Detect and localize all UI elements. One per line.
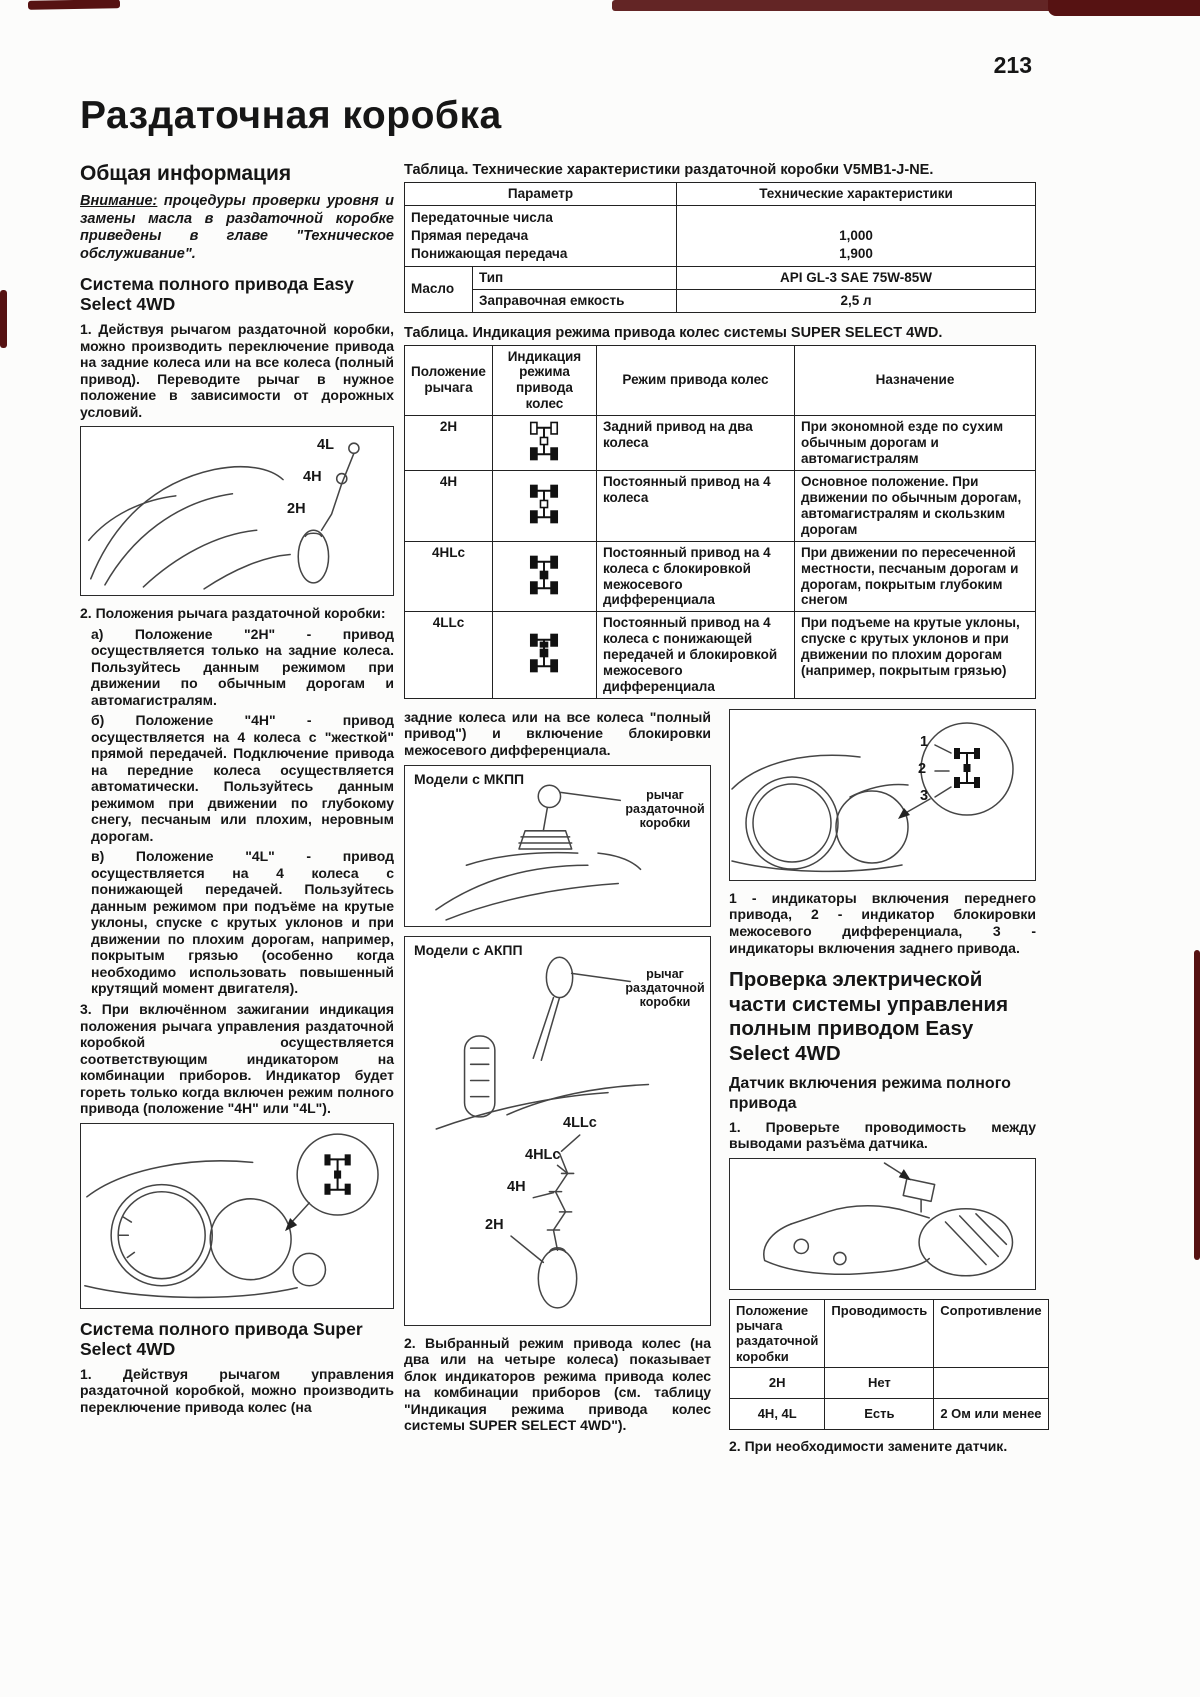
drivetrain-4h-icon bbox=[529, 483, 559, 525]
column-header: Сопротивление bbox=[934, 1299, 1048, 1367]
column-header: Проводимость bbox=[825, 1299, 934, 1367]
cell-resistance: 2 Ом или менее bbox=[934, 1399, 1048, 1430]
middle-column bbox=[404, 709, 711, 1459]
cell-position: 4H bbox=[405, 470, 493, 541]
cell-indicator bbox=[492, 612, 596, 699]
page-number: 213 bbox=[993, 52, 1032, 78]
mt-lever-callout: рычаг раздаточной коробки bbox=[625, 787, 705, 831]
lever-label-4hlc: 4HLc bbox=[525, 1146, 561, 1163]
lower-two-columns bbox=[404, 708, 1042, 1459]
lever-label-2h: 2H bbox=[485, 1216, 504, 1233]
cell-mode: Задний привод на два колеса bbox=[596, 416, 794, 471]
column-header: Индикация режима привода колес bbox=[492, 345, 596, 416]
cluster-sketch bbox=[81, 1124, 393, 1308]
drivetrain-indicator-icon bbox=[954, 748, 980, 788]
cell-mode: Постоянный привод на 4 колеса с понижающей передачей и блокировкой межосевого дифференциала bbox=[596, 612, 794, 699]
at-lever-callout: рычаг раздаточной коробки bbox=[625, 966, 705, 1010]
callout-number-3: 3 bbox=[920, 787, 929, 804]
table-row bbox=[405, 183, 1036, 206]
table-row bbox=[405, 345, 1036, 416]
table-row bbox=[405, 289, 1036, 312]
cell-position: 2H bbox=[730, 1368, 825, 1399]
cell-oil-cap-value: 2,5 л bbox=[677, 289, 1036, 312]
cell-purpose: При движении по пересеченной местности, песчаным дорогам и дорогам, покрытым глубоким снегом bbox=[794, 541, 1035, 612]
paragraph: б) Положение "4Н" - привод осуществляется на 4 колеса с "жесткой" прямой передачей. Подключение привода на передние колеса осуществляется автоматически. Пользуйтесь данным режимом при движении по глубокому снегу, песчаным или плохим, неровным дорогам. bbox=[91, 712, 394, 844]
table-row bbox=[730, 1368, 1049, 1399]
column-header: Параметр bbox=[405, 183, 677, 206]
table-row bbox=[405, 470, 1036, 541]
figure-label-at: Модели с АКПП bbox=[414, 941, 523, 958]
cell-gears: Передаточные числа Прямая передача Понижающая передача bbox=[405, 205, 677, 266]
cell-position: 2H bbox=[405, 416, 493, 471]
manual-transmission-figure bbox=[404, 765, 711, 927]
figure-label-mt: Модели с МКПП bbox=[414, 770, 525, 787]
column-header: Режим привода колес bbox=[596, 345, 794, 416]
cell-conductivity: Есть bbox=[825, 1399, 934, 1430]
cell-position: 4LLc bbox=[405, 612, 493, 699]
cell-oil-cap-label: Заправочная емкость bbox=[473, 289, 677, 312]
cell-gear-values: 1,000 1,900 bbox=[677, 205, 1036, 266]
callout-number-2: 2 bbox=[918, 760, 927, 777]
warning-note bbox=[80, 193, 394, 264]
warning-note-label: Внимание: bbox=[80, 193, 158, 209]
section-super-select: Система полного привода Super Select 4WD bbox=[80, 1318, 363, 1360]
console-sketch bbox=[81, 427, 393, 595]
paragraph: 1. Действуя рычагом управления раздаточной коробкой, можно производить переключение привода колес (на bbox=[80, 1365, 394, 1415]
cell-purpose: При подъеме на крутые уклоны, спуске с крутых уклонов и при движении по плохим дорогам (например, покрытым грязью) bbox=[794, 612, 1035, 699]
page-title: Раздаточная коробка bbox=[80, 94, 502, 137]
column-header: Назначение bbox=[794, 345, 1035, 416]
scan-artifact bbox=[0, 290, 7, 348]
table1-caption: Таблица. Технические характеристики раздаточной коробки V5MB1-J-NE. bbox=[404, 162, 934, 178]
instrument-cluster-figure bbox=[80, 1123, 394, 1309]
drivetrain-2h-icon bbox=[529, 420, 559, 462]
table-row bbox=[730, 1299, 1049, 1367]
callout-number-1: 1 bbox=[920, 733, 929, 750]
cell-indicator bbox=[492, 470, 596, 541]
table-row bbox=[405, 612, 1036, 699]
paragraph: 2. Выбранный режим привода колес (на два или на четыре колеса) показывает блок индикаторов режима привода колес на комбинации приборов (см. таблицу "Индикация режима привода колес системы SUPER SELECT 4WD"). bbox=[404, 1334, 711, 1434]
table2-caption: Таблица. Индикация режима привода колес системы SUPER SELECT 4WD. bbox=[404, 324, 943, 341]
main-column bbox=[404, 162, 1042, 1459]
cell-mode: Постоянный привод на 4 колеса с блокировкой межосевого дифференциала bbox=[596, 541, 794, 612]
paragraph: в) Положение "4L" - привод осуществляется на 4 колеса с понижающей передачей. Пользуйтесь данным режимом при подъёме на крутые уклоны, спуске с крутых уклонов и при движении по плохим дорогам, например, покрытым грязью (особенно когда необходимо использовать повышенный крутящий момент двигателя). bbox=[91, 848, 394, 997]
shift-label-2h: 2H bbox=[287, 501, 306, 518]
table-row bbox=[405, 205, 1036, 266]
sensor-sketch bbox=[730, 1159, 1035, 1289]
cell-oil-type-value: API GL-3 SAE 75W-85W bbox=[677, 266, 1036, 289]
cell-mode: Постоянный привод на 4 колеса bbox=[596, 470, 794, 541]
lever-label-4llc: 4LLc bbox=[563, 1114, 597, 1131]
drivetrain-4llc-icon bbox=[529, 632, 559, 674]
modes-table bbox=[404, 345, 1036, 699]
lever-label-4h: 4H bbox=[507, 1178, 526, 1195]
cell-position: 4HLc bbox=[405, 541, 493, 612]
cell-conductivity: Нет bbox=[825, 1368, 934, 1399]
table-row bbox=[405, 416, 1036, 471]
cell-purpose: Основное положение. При движении по обычным дорогам, автомагистралям и скользким дорогам bbox=[794, 470, 1035, 541]
subsection-sensor: Датчик включения режима полного привода bbox=[729, 1075, 1011, 1112]
shift-label-4h: 4H bbox=[303, 469, 322, 486]
cell-resistance bbox=[934, 1368, 1048, 1399]
section-electric-check: Проверка электрической части системы управления полным приводом Easy Select 4WD bbox=[729, 968, 1009, 1065]
column-header: Положение рычага раздаточной коробки bbox=[730, 1299, 825, 1367]
paragraph: 2. При необходимости замените датчик. bbox=[729, 1438, 1008, 1455]
sensor-figure bbox=[729, 1158, 1036, 1290]
table-row bbox=[730, 1399, 1049, 1430]
cluster-indicators-figure bbox=[729, 709, 1036, 881]
cell-indicator bbox=[492, 541, 596, 612]
paragraph: а) Положение "2Н" - привод осуществляется только на задние колеса. Пользуйтесь данным режимом при движении по обычным дорогам и автомагистралям. bbox=[91, 625, 394, 708]
cluster-caption: 1 - индикаторы включения переднего привода, 2 - индикатор блокировки межосевого дифференциала, 3 - индикаторы включения заднего привода. bbox=[729, 889, 1036, 956]
section-general-info: Общая информация bbox=[80, 162, 292, 185]
specs-table bbox=[404, 182, 1036, 313]
scan-artifact bbox=[1194, 950, 1200, 1260]
column-header: Положение рычага bbox=[405, 345, 493, 416]
easy-select-shift-figure bbox=[80, 426, 394, 596]
automatic-transmission-figure bbox=[404, 936, 711, 1326]
cell-purpose: При экономной езде по сухим обычным дорогам и автомагистралям bbox=[794, 416, 1035, 471]
drivetrain-indicator-icon bbox=[324, 1154, 350, 1194]
cell-oil: Масло bbox=[405, 266, 473, 312]
paragraph: 1. Действуя рычагом раздаточной коробки, можно производить переключение привода на задние колеса или на все колеса (полный привод). Переводите рычаг в нужное положение в зависимости от дорожных условий. bbox=[80, 321, 394, 420]
section-easy-select: Система полного привода Easy Select 4WD bbox=[80, 273, 354, 315]
scan-artifact bbox=[28, 0, 120, 10]
warning-note-text: процедуры проверки уровня и замены масла в раздаточной коробке приведены в главе "Техническое обслуживание". bbox=[80, 193, 394, 263]
drivetrain-4hlc-icon bbox=[529, 554, 559, 596]
table-row bbox=[405, 266, 1036, 289]
column-header: Технические характеристики bbox=[677, 183, 1036, 206]
cell-position: 4H, 4L bbox=[730, 1399, 825, 1430]
conductivity-table bbox=[729, 1299, 1049, 1430]
cell-oil-type-label: Тип bbox=[473, 266, 677, 289]
shift-label-4l: 4L bbox=[317, 437, 334, 454]
scan-artifact bbox=[612, 0, 1052, 11]
paragraph: задние колеса или на все колеса "полный привод") и включение блокировки межосевого дифференциала. bbox=[404, 708, 711, 758]
cluster-indicators-sketch bbox=[730, 710, 1035, 880]
cell-indicator bbox=[492, 416, 596, 471]
paragraph: 2. Положения рычага раздаточной коробки: bbox=[80, 605, 386, 622]
scan-artifact bbox=[1048, 0, 1200, 16]
right-column bbox=[729, 709, 1042, 1459]
paragraph: 1. Проверьте проводимость между выводами разъёма датчика. bbox=[729, 1118, 1036, 1152]
left-column bbox=[80, 162, 394, 1419]
table-row bbox=[405, 541, 1036, 612]
paragraph: 3. При включённом зажигании индикация положения рычага управления раздаточной коробкой осуществляется соответствующим индикатором на комбинации приборов. Индикатор будет гореть только когда включен режим полного привода (положение "4Н" или "4L"). bbox=[80, 1000, 394, 1117]
